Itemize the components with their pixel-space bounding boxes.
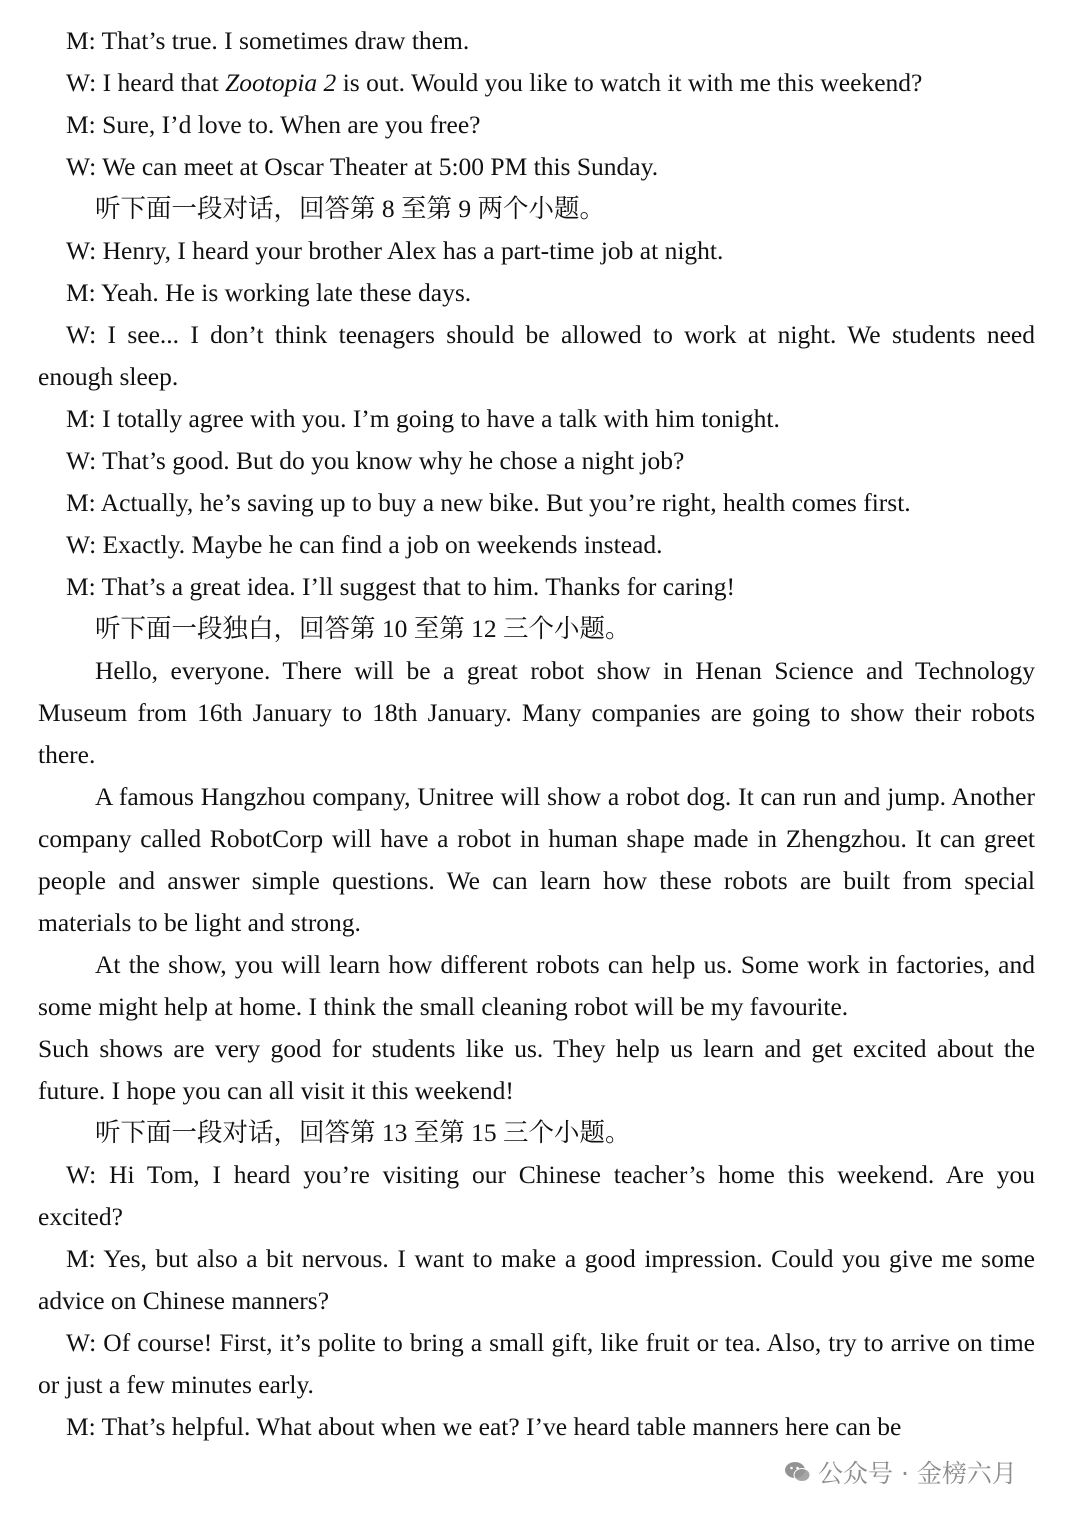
section-instruction: 听下面一段对话，回答第 13 至第 15 三个小题。 — [95, 1118, 631, 1147]
dialogue-line: M: Actually, he’s saving up to buy a new bike. But you’re right, health comes first. — [66, 488, 911, 517]
wechat-icon — [784, 1460, 812, 1484]
dialogue-line: W: Hi Tom, I heard you’re visiting our Chinese teacher’s home this weekend. Are you excited? — [38, 1160, 1035, 1231]
monologue-paragraph: A famous Hangzhou company, Unitree will show a robot dog. It can run and jump. Another company called RobotCorp will have a robot in human shape made in Zhengzhou. It can greet people and answer simple questions. We can learn how these robots are built from special materials to be light and strong. — [38, 782, 1035, 937]
dialogue-line: M: Yeah. He is working late these days. — [66, 278, 472, 307]
watermark — [784, 1457, 1017, 1487]
dialogue-line: M: Sure, I’d love to. When are you free? — [66, 110, 481, 139]
watermark-label: 公众号 · 金榜六月 — [818, 1459, 1017, 1488]
dialogue-line: W: Of course! First, it’s polite to bring a small gift, like fruit or tea. Also, try to arrive on time or just a few minutes early. — [38, 1328, 1035, 1399]
dialogue-line: W: I heard that Zootopia 2 is out. Would you like to watch it with me this weekend? — [66, 68, 923, 97]
dialogue-line: W: That’s good. But do you know why he chose a night job? — [66, 446, 685, 475]
dialogue-line: M: That’s helpful. What about when we eat? I’ve heard table manners here can be — [66, 1412, 902, 1441]
movie-title: Zootopia 2 — [225, 68, 337, 97]
dialogue-line: W: Exactly. Maybe he can find a job on weekends instead. — [66, 530, 663, 559]
section-instruction: 听下面一段独白，回答第 10 至第 12 三个小题。 — [95, 614, 631, 643]
dialogue-line: M: I totally agree with you. I’m going to have a talk with him tonight. — [66, 404, 780, 433]
dialogue-line: W: Henry, I heard your brother Alex has a part-time job at night. — [66, 236, 724, 265]
dialogue-line: M: That’s a great idea. I’ll suggest that to him. Thanks for caring! — [66, 572, 735, 601]
dialogue-line: M: Yes, but also a bit nervous. I want to make a good impression. Could you give me some advice on Chinese manners? — [38, 1244, 1035, 1315]
monologue-paragraph: Hello, everyone. There will be a great robot show in Henan Science and Technology Museum from 16th January to 18th January. Many companies are going to show their robots there. — [38, 656, 1035, 769]
section-instruction: 听下面一段对话，回答第 8 至第 9 两个小题。 — [95, 194, 606, 223]
transcript-page — [38, 20, 1035, 1448]
dialogue-line: W: I see... I don’t think teenagers should be allowed to work at night. We students need enough sleep. — [38, 320, 1035, 391]
dialogue-line: W: We can meet at Oscar Theater at 5:00 PM this Sunday. — [66, 152, 659, 181]
monologue-paragraph: Such shows are very good for students like us. They help us learn and get excited about the future. I hope you can all visit it this weekend! — [38, 1034, 1035, 1105]
monologue-paragraph: At the show, you will learn how different robots can help us. Some work in factories, and some might help at home. I think the small cleaning robot will be my favourite. — [38, 950, 1035, 1021]
dialogue-line: M: That’s true. I sometimes draw them. — [66, 26, 470, 55]
